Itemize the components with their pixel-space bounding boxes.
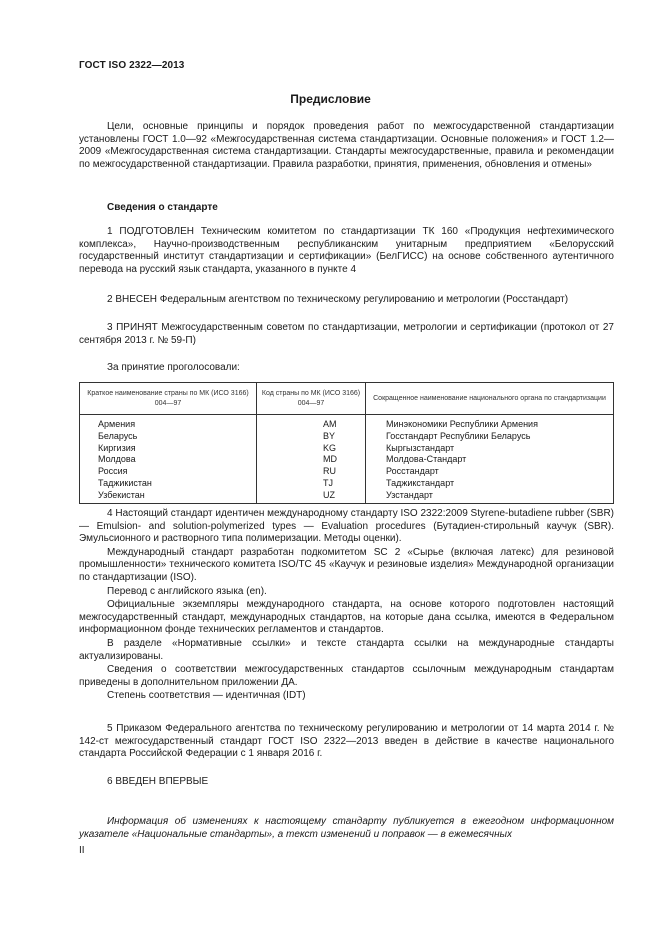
standards-body-cell: Росстандарт: [366, 466, 614, 478]
code-cell: RU: [257, 466, 366, 478]
table-header-row: [80, 383, 614, 415]
vote-intro: За принятие проголосовали:: [107, 362, 240, 373]
code-cell: BY: [257, 431, 366, 443]
column-header-country: Краткое наименование страны по МК (ИСО 3166) 004—97: [80, 383, 257, 415]
standards-body-cell: Молдова-Стандарт: [366, 454, 614, 466]
item-2-block: [79, 294, 614, 307]
code-cell: AM: [257, 415, 366, 431]
item-4-subparagraph: В разделе «Нормативные ссылки» и тексте стандарта ссылки на международные стандарты актуализированы.: [79, 637, 614, 662]
standards-body-cell: Госстандарт Республики Беларусь: [366, 431, 614, 443]
item-1-paragraph: 1 ПОДГОТОВЛЕН Техническим комитетом по стандартизации ТК 160 «Продукция нефтехимического комплекса», Научно-производственным республиканским унитарным предприятием «Белорусский государственный институт стандартизации и сертификации» (БелГИСС) на основе собственного аутентичного перевода на русский язык стандарта, указанного в пункте 4: [79, 226, 614, 275]
code-cell: KG: [257, 443, 366, 455]
item-4-subparagraph: Официальные экземпляры международного стандарта, на основе которого подготовлен настоящий межгосударственный стандарт, международных стандартов, на которые дана ссылка, имеются в Федеральном информационном фонде технических регламентов и стандартов.: [79, 599, 614, 636]
country-cell: Армения: [80, 415, 257, 431]
standard-info-heading: Сведения о стандарте: [107, 202, 218, 213]
item-1-block: [79, 226, 614, 276]
intro-paragraph-block: [79, 121, 614, 171]
column-header-standards-body: Сокращенное наименование национального органа по стандартизации: [366, 383, 614, 415]
item-4-subparagraph: Перевод с английского языка (en).: [107, 585, 267, 597]
item-2-paragraph: 2 ВНЕСЕН Федеральным агентством по техническому регулированию и метрологии (Росстандарт): [107, 294, 569, 305]
page-title: Предисловие: [290, 92, 371, 106]
item-6-paragraph: 6 ВВЕДЕН ВПЕРВЫЕ: [107, 776, 209, 787]
country-cell: Узбекистан: [80, 490, 257, 503]
item-4-block: [79, 508, 614, 703]
standards-body-cell: Кыргызстандарт: [366, 443, 614, 455]
item-5-paragraph: 5 Приказом Федерального агентства по техническому регулированию и метрологии от 14 марта 2014 г. № 142-ст межгосударственный стандарт ГОСТ ISO 2322—2013 введен в действие в качестве национального стандарта Российской Федерации с 1 января 2016 г.: [79, 723, 614, 760]
item-3-paragraph: 3 ПРИНЯТ Межгосударственным советом по стандартизации, метрологии и сертификации (протокол от 27 сентября 2013 г. № 59-П): [79, 322, 614, 346]
country-cell: Беларусь: [80, 431, 257, 443]
item-4-subparagraph: Степень соответствия — идентичная (IDT): [107, 690, 306, 702]
page-number: II: [79, 845, 85, 856]
item-4-subparagraph: Международный стандарт разработан подкомитетом SC 2 «Сырье (включая латекс) для резиновой промышленности» технического комитета ISO/TC 45 «Каучук и резиновые изделия» Международной организации по стандартизации (ISO).: [79, 546, 614, 583]
country-cell: Киргизия: [80, 443, 257, 455]
table-row: [80, 490, 614, 503]
code-cell: TJ: [257, 478, 366, 490]
voting-countries-table: [79, 382, 614, 504]
country-cell: Таджикистан: [80, 478, 257, 490]
item-4-paragraph: 4 Настоящий стандарт идентичен международному стандарту ISO 2322:2009 Styrene-butadiene rubber (SBR) — Emulsion- and solution-polymerized types — Evaluation procedures (Бутадиен-стирольный каучук (SBR). Эмульсионного и растворного типа полимеризации. Методы оценки).: [79, 508, 614, 545]
standards-body-cell: Узстандарт: [366, 490, 614, 503]
intro-paragraph: Цели, основные принципы и порядок проведения работ по межгосударственной стандартизации установлены ГОСТ 1.0—92 «Межгосударственная система стандартизации. Основные положения» и ГОСТ 1.2—2009 «Межгосударственная система стандартизации. Стандарты межгосударственные, правила и рекомендации по межгосударственной стандартизации. Правила разработки, принятия, применения, обновления и отмены»: [79, 121, 614, 170]
code-cell: MD: [257, 454, 366, 466]
column-header-code: Код страны по МК (ИСО 3166) 004—97: [257, 383, 366, 415]
standards-body-cell: Таджикстандарт: [366, 478, 614, 490]
country-cell: Молдова: [80, 454, 257, 466]
table-row: [80, 478, 614, 490]
item-6-block: [79, 776, 614, 789]
table-row: [80, 466, 614, 478]
table-row: [80, 454, 614, 466]
changes-notice-block: [79, 815, 614, 841]
item-5-block: [79, 723, 614, 761]
document-code-header: ГОСТ ISO 2322—2013: [79, 60, 185, 71]
changes-notice: Информация об изменениях к настоящему стандарту публикуется в ежегодном информационном указателе «Национальные стандарты», а текст изменений и поправок — в ежемесячных: [79, 816, 614, 840]
table-row: [80, 431, 614, 443]
item-4-subparagraph: Сведения о соответствии межгосударственных стандартов ссылочным международным стандартам приведены в дополнительном приложении ДА.: [79, 664, 614, 688]
item-3-block: [79, 322, 614, 347]
code-cell: UZ: [257, 490, 366, 503]
table-row: [80, 443, 614, 455]
standards-body-cell: Минэкономики Республики Армения: [366, 415, 614, 431]
country-cell: Россия: [80, 466, 257, 478]
table-row: [80, 415, 614, 431]
